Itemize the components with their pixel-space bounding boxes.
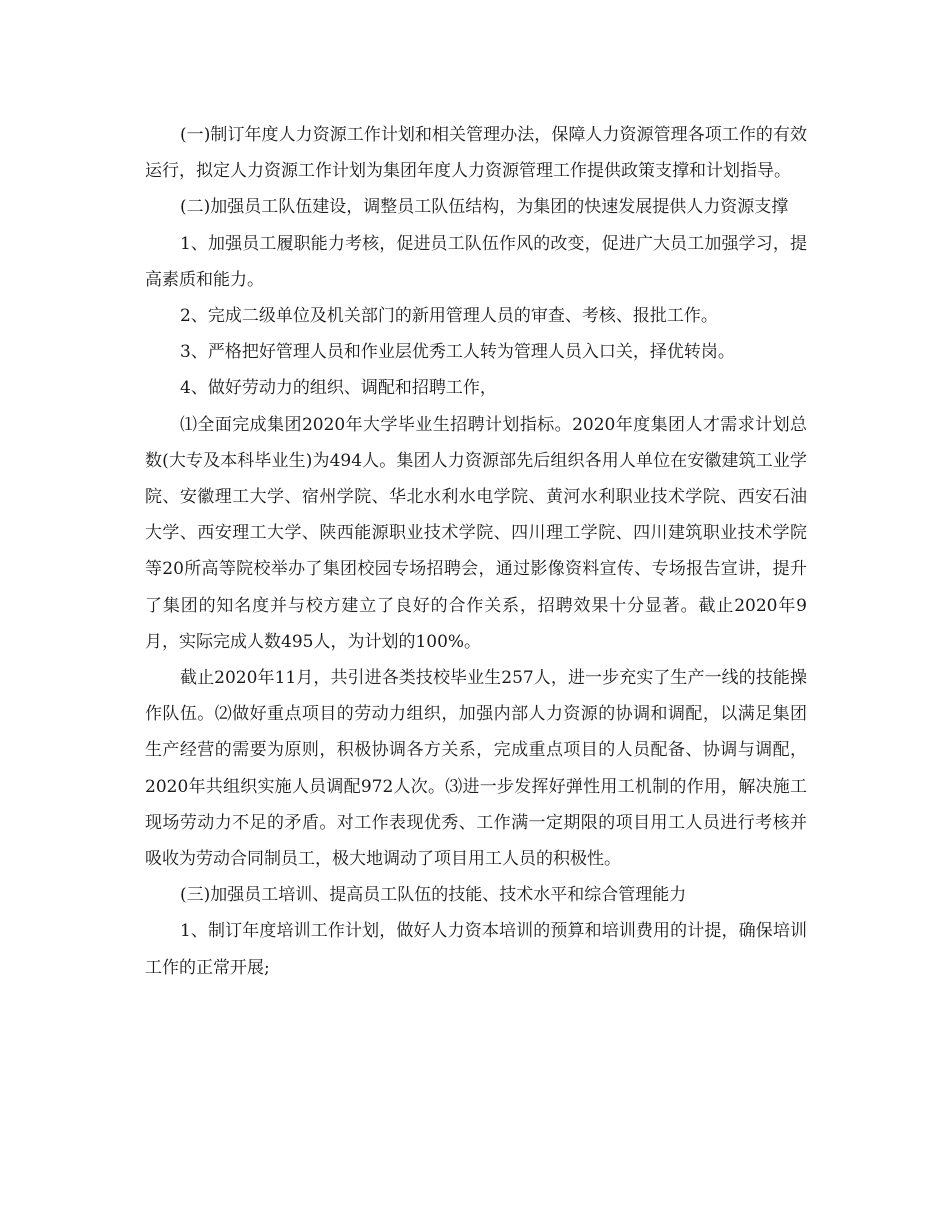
paragraph-recruitment: ⑴全面完成集团2020年大学毕业生招聘计划指标。2020年度集团人才需求计划总数(大专及本科毕业生)为494人。集团人力资源部先后组织各用人单位在安徽建筑工业学院、安徽理工大学、宿州学院、华北水利水电学院、黄河水利职业技术学院、西安石油大学、西安理工大学、陕西能源职业技术学院、四川理工学院、四川建筑职业技术学院等20所高等院校举办了集团校园专场招聘会，通过影像资料宣传、专场报告宣讲，提升了集团的知名度并与校方建立了良好的合作关系，招聘效果十分显著。截止2020年9月，实际完成人数495人，为计划的100%。 [145,414,807,652]
document-body [145,117,807,986]
paragraph-item-4: 4、做好劳动力的组织、调配和招聘工作， [180,378,497,399]
paragraph-technical-graduates: 截止2020年11月，共引进各类技校毕业生257人，进一步充实了生产一线的技能操作队伍。⑵做好重点项目的劳动力组织，加强内部人力资源的协调和调配，以满足集团生产经营的需要为原则，积极协调各方关系，完成重点项目的人员配备、协调与调配，2020年共组织实施人员调配972人次。⑶进一步发挥好弹性用工机制的作用，解决施工现场劳动力不足的矛盾。对工作表现优秀、工作满一定期限的项目用工人员进行考核并吸收为劳动合同制员工，极大地调动了项目用工人员的积极性。 [145,668,807,870]
paragraph-section-2: (二)加强员工队伍建设，调整员工队伍结构，为集团的快速发展提供人力资源支撑 [180,197,789,218]
paragraph-section-3: (三)加强员工培训、提高员工队伍的技能、技术水平和综合管理能力 [180,885,687,906]
paragraph-item-3: 3、严格把好管理人员和作业层优秀工人转为管理人员入口关，择优转岗。 [180,342,735,363]
paragraph-item-1: 1、加强员工履职能力考核，促进员工队伍作风的改变，促进广大员工加强学习，提高素质和能力。 [145,233,807,290]
paragraph-training-plan: 1、制订年度培训工作计划，做好人力资本培训的预算和培训费用的计提，确保培训工作的正常开展; [145,921,807,978]
paragraph-item-2: 2、完成二级单位及机关部门的新用管理人员的审查、考核、报批工作。 [180,306,718,327]
paragraph-section-1: (一)制订年度人力资源工作计划和相关管理办法，保障人力资源管理各项工作的有效运行，拟定人力资源工作计划为集团年度人力资源管理工作提供政策支撑和计划指导。 [145,125,807,182]
